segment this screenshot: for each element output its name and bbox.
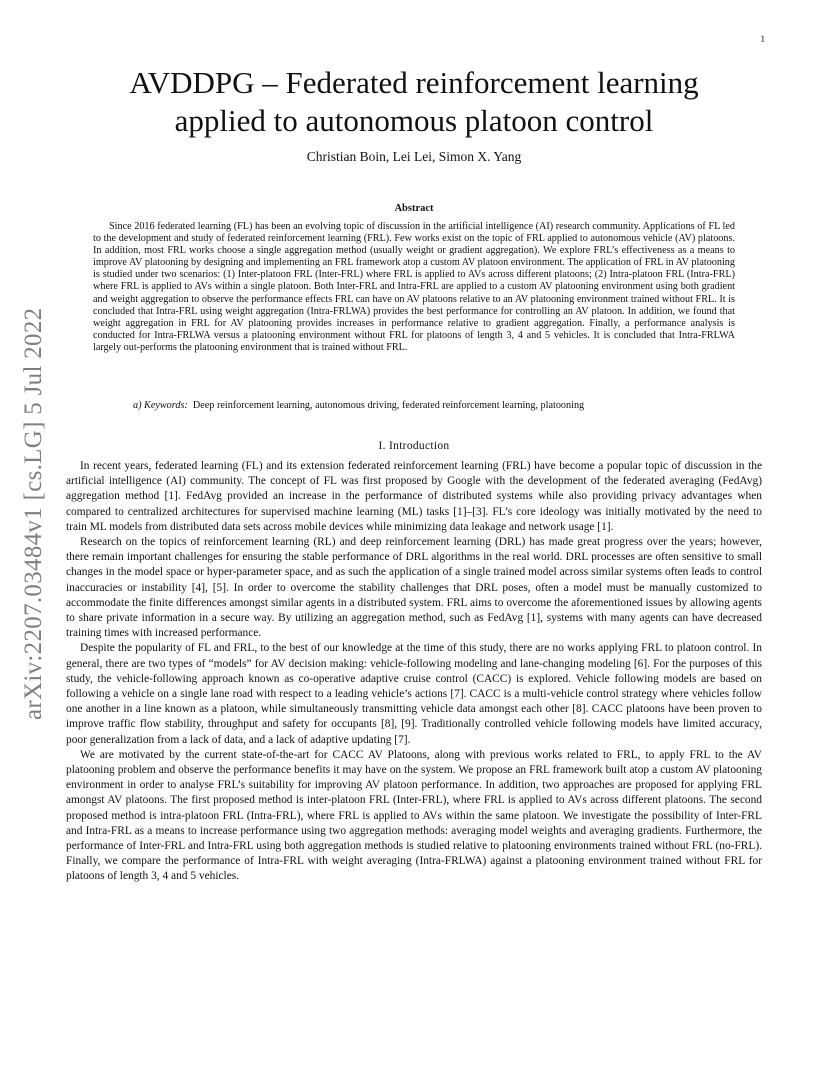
paragraph: Research on the topics of reinforcement learning (RL) and deep reinforcement learning (DRL) has made great progress over the years; however, there remain important challenges for ensuring the stable performance of DRL algorithms in the real world. DRL processes are often sensitive to small changes in the model space or hyper-parameter space, and as such the application of a single trained model across similar systems often leads to control inaccuracies or instability [4], [5]. In order to overcome the stability challenges that DRL poses, often a model must be manually customized to accommodate the finite differences amongst similar agents in a distributed system. FRL aims to overcome the aforementioned issues by allowing agents to share private information in a secure way. By utilizing an aggregation method, such as FedAvg [1], systems with many agents can have decreased training times with increased performance. — [66, 536, 762, 640]
page-number: 1 — [760, 34, 765, 44]
introduction-body — [66, 459, 762, 885]
abstract-text: Since 2016 federated learning (FL) has been an evolving topic of discussion in the artificial intelligence (AI) research community. Applications of FL led to the development and study of federated reinforcement learning (FRL). Few works exist on the topic of FRL applied to autonomous vehicle (AV) platoons. In addition, most FRL works choose a single aggregation method (usually weight or gradient aggregation). We explore FRL’s effectiveness as a means to improve AV platooning by designing and implementing an FRL framework atop a custom AV platoon environment. The application of FRL in AV platooning is studied under two scenarios: (1) Inter-platoon FRL (Inter-FRL) where FRL is applied to AVs across different platoons; (2) Intra-platoon FRL (Intra-FRL) where FRL is applied to AVs within a single platoon. Both Inter-FRL and Intra-FRL are applied to a custom AV platooning environment using both gradient and weight aggregation to observe the performance effects FRL can have on AV platoons relative to an AV platooning environment trained without FRL. It is concluded that Intra-FRL using weight aggregation (Intra-FRLWA) provides the best performance for controlling an AV platoon. In addition, we found that weight aggregation in FRL for AV platooning provides increases in performance relative to gradient aggregation. Finally, a performance analysis is conducted for Intra-FRLWA versus a platooning environment without FRL for platoons of length 3, 4 and 5 vehicles. It is concluded that Intra-FRLWA largely out-performs the platooning environment that is trained without FRL. — [93, 221, 735, 353]
arxiv-side-stamp: arXiv:2207.03484v1 [cs.LG] 5 Jul 2022 — [20, 307, 47, 720]
keywords-label: a) Keywords: — [133, 400, 188, 411]
section-heading-introduction: I. Introduction — [378, 440, 450, 452]
keywords — [93, 400, 735, 412]
paper-title — [90, 64, 738, 140]
abstract-heading: Abstract — [394, 203, 434, 214]
title-line-2: applied to autonomous platoon control — [174, 103, 654, 138]
keywords-text: Deep reinforcement learning, autonomous driving, federated reinforcement learning, platooning — [192, 400, 585, 411]
paragraph: Despite the popularity of FL and FRL, to the best of our knowledge at the time of this study, there are no works applying FRL to platoon control. In general, there are two types of “models” for AV decision making: vehicle-following modeling and lane-changing modeling [6]. For the purposes of this study, the vehicle-following approach known as co-operative adaptive cruise control (CACC) is explored. Vehicle following models are based on following a vehicle on a single lane road with respect to a leading vehicle’s actions [7]. CACC is a multi-vehicle control strategy where vehicles follow one another in a line known as a platoon, while simultaneously transmitting vehicle data amongst each other [8]. CACC platoons have been proven to improve traffic flow stability, throughput and safety for occupants [8], [9]. Traditionally controlled vehicle following models have limited accuracy, poor generalization from a lack of data, and a lack of adaptive updating [7]. — [66, 642, 762, 746]
paragraph: In recent years, federated learning (FL) and its extension federated reinforcement learning (FRL) have become a popular topic of discussion in the artificial intelligence (AI) community. The concept of FL was first proposed by Google with the development of the federated averaging (FedAvg) aggregation method [1]. FedAvg provided an increase in the performance of distributed systems while also providing privacy advantages when compared to centralized architectures for supervised machine learning (ML) tasks [1]–[3]. FL’s core ideology was initially motivated by the need to train ML models from distributed data sets across mobile devices while minimizing data leakage and network usage [1]. — [66, 460, 762, 533]
title-line-1: AVDDPG – Federated reinforcement learning — [129, 65, 699, 100]
paragraph: We are motivated by the current state-of-the-art for CACC AV Platoons, along with previous works related to FRL, to apply FRL to the AV platooning problem and observe the performance benefits it may have on the system. We propose an FRL framework built atop a custom AV platooning environment in order to analyse FRL’s suitability for improving AV platoon performance. In addition, two approaches are proposed for applying FRL amongst AV platoons. The first proposed method is inter-platoon FRL (Inter-FRL), where FRL is applied to AVs across different platoons. The second proposed method is intra-platoon FRL (Intra-FRL), where FRL is applied to AVs within the same platoon. We investigate the possibility of Inter-FRL and Intra-FRL as a means to increase performance using two aggregation methods: averaging model weights and averaging gradients. Furthermore, the performance of Inter-FRL and Intra-FRL using both aggregation methods is studied relative to platooning environments trained without FRL (no-FRL). Finally, we compare the performance of Intra-FRL with weight averaging (Intra-FRLWA) against a platooning environment trained without FRL for platoons of length 3, 4 and 5 vehicles. — [66, 748, 762, 883]
author-list: Christian Boin, Lei Lei, Simon X. Yang — [306, 149, 522, 164]
